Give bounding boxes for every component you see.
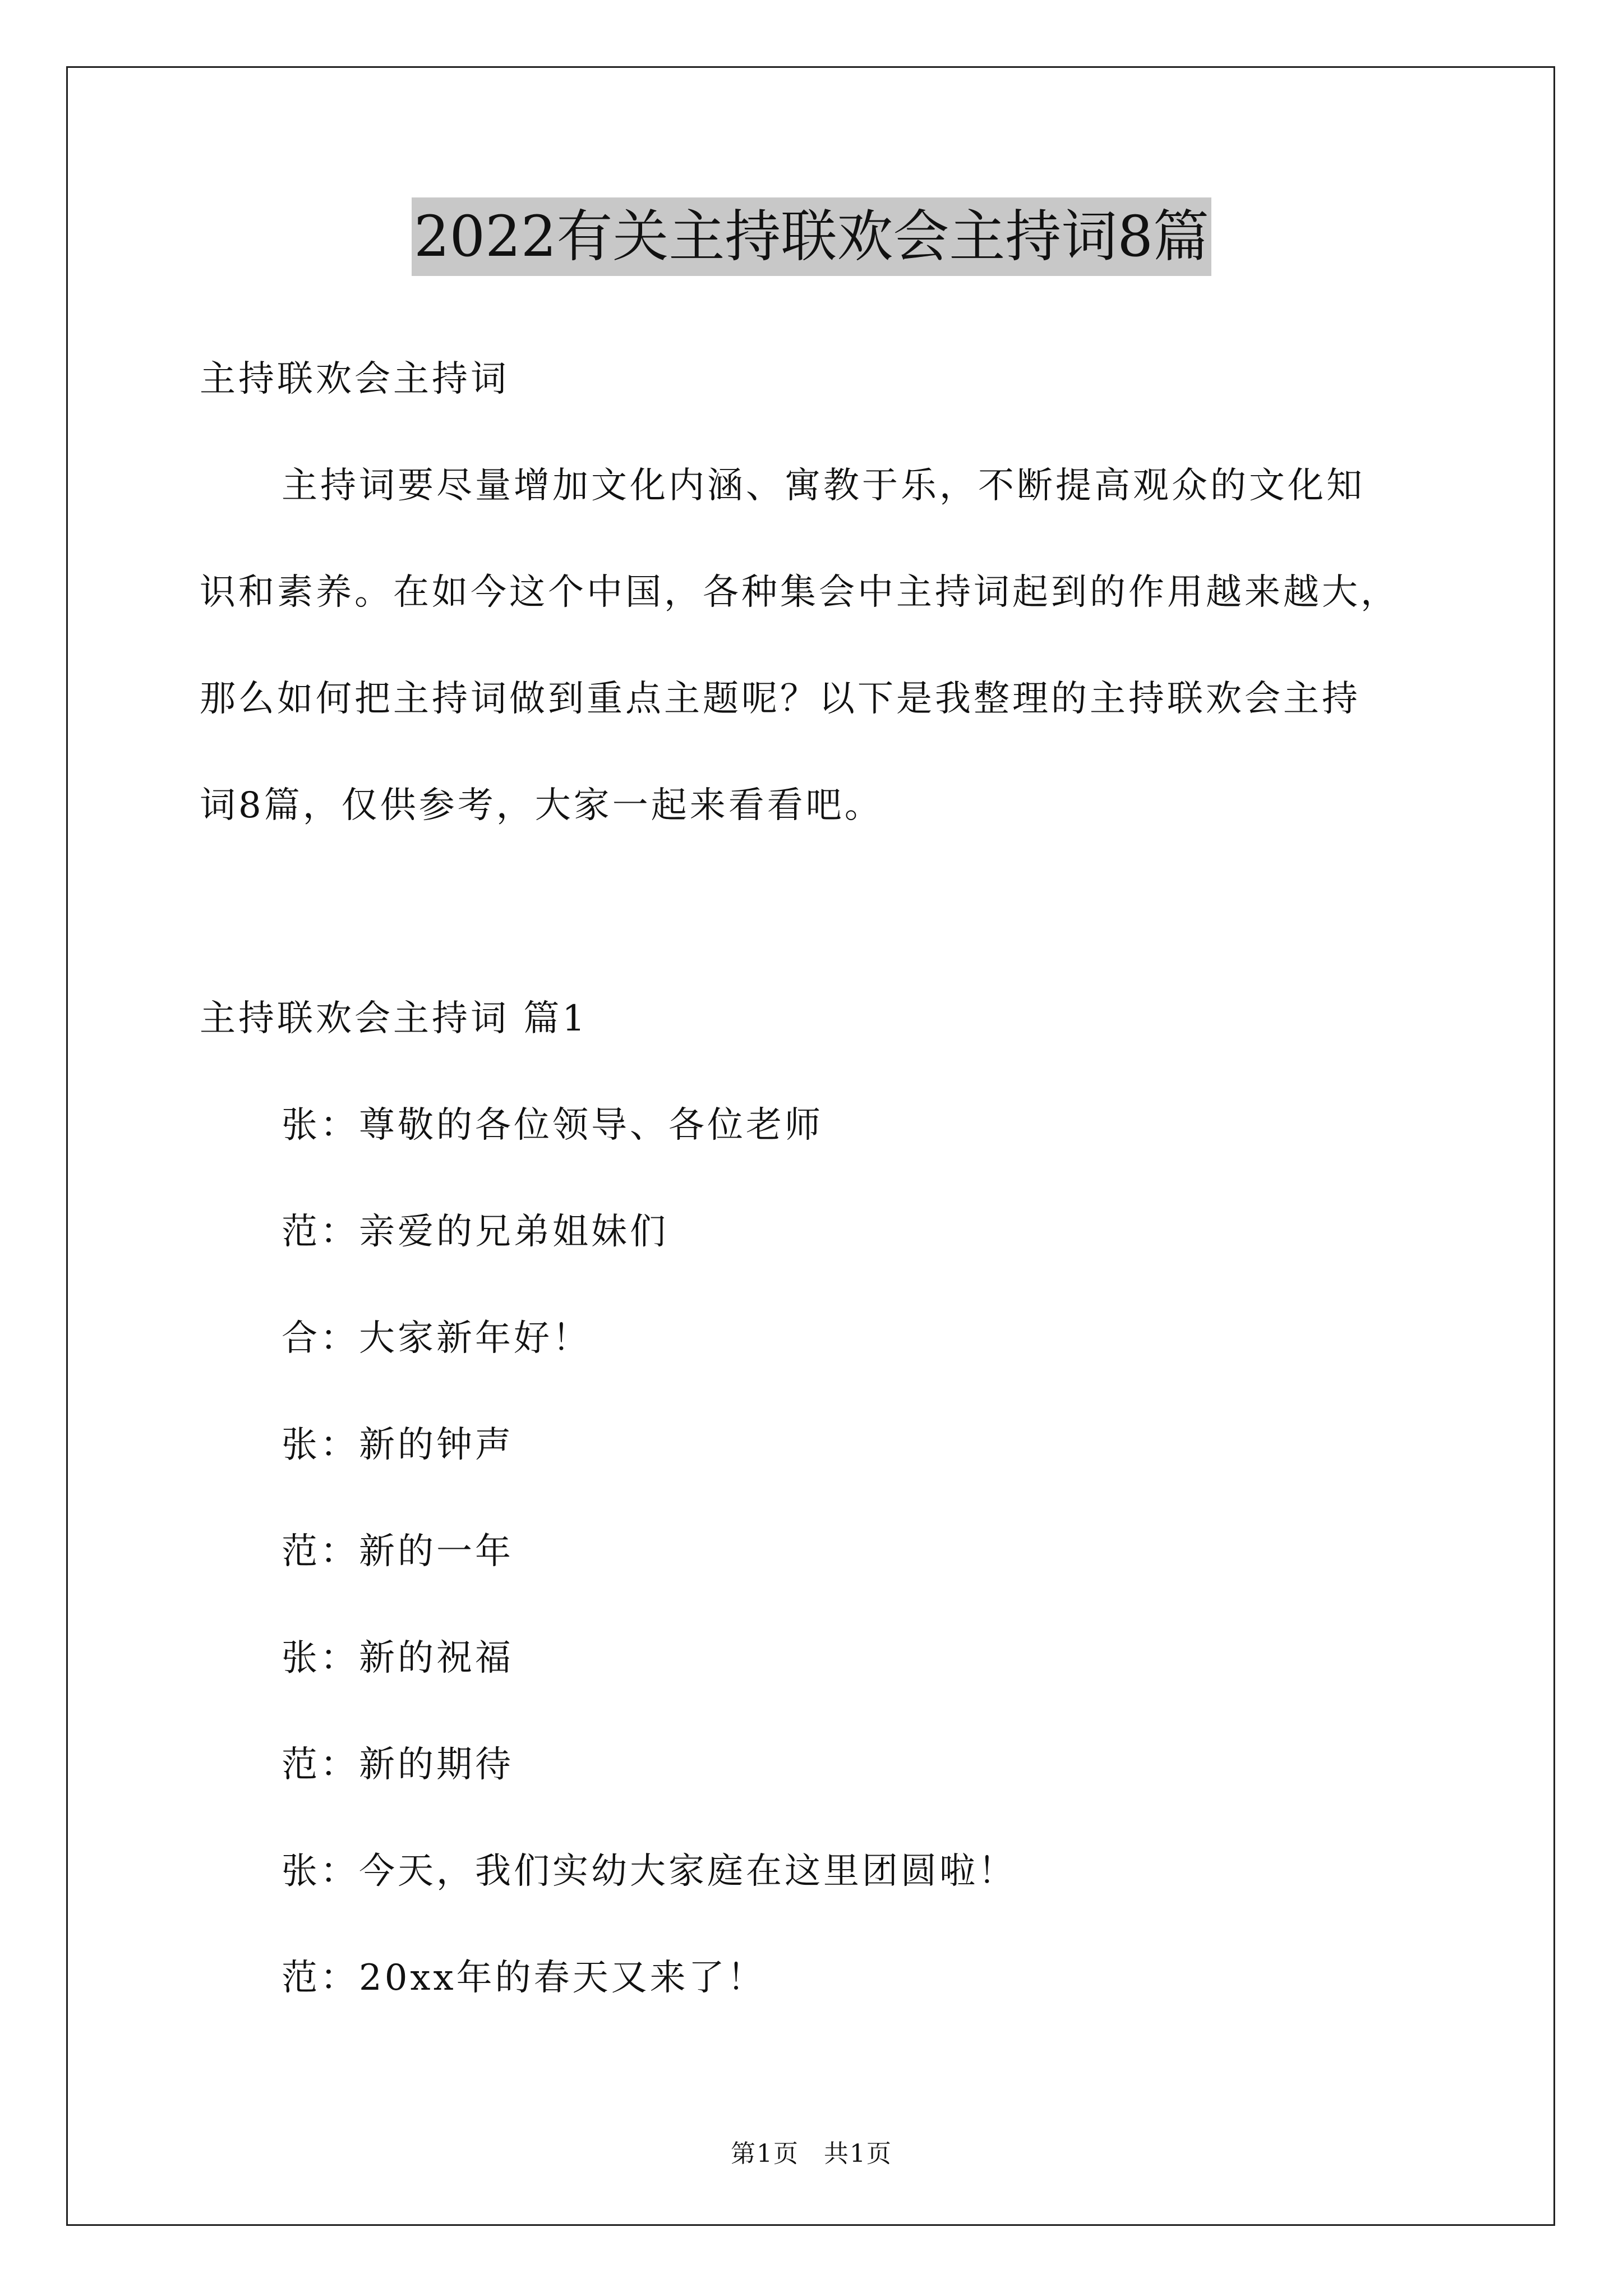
intro-line-3: 那么如何把主持词做到重点主题呢？以下是我整理的主持联欢会主持 xyxy=(200,678,1361,720)
dialogue-line: 张：新的祝福 xyxy=(282,1637,514,1679)
document-title xyxy=(0,197,1623,276)
dialogue-line: 张：尊敬的各位领导、各位老师 xyxy=(282,1105,823,1146)
dialogue-line: 张：新的钟声 xyxy=(282,1424,514,1466)
dialogue-line: 合：大家新年好！ xyxy=(282,1318,591,1359)
intro-line-4: 词8篇，仅供参考，大家一起来看看吧。 xyxy=(200,785,883,826)
intro-heading: 主持联欢会主持词 xyxy=(200,358,509,400)
dialogue-line: 范：亲爱的兄弟姐妹们 xyxy=(282,1211,668,1253)
section-heading: 主持联欢会主持词 篇1 xyxy=(200,998,588,1039)
intro-line-1: 主持词要尽量增加文化内涵、寓教于乐，不断提高观众的文化知 xyxy=(282,465,1365,507)
intro-line-2: 识和素养。在如今这个中国，各种集会中主持词起到的作用越来越大， xyxy=(200,572,1399,613)
dialogue-line: 范：20xx年的春天又来了！ xyxy=(282,1957,766,1999)
page-footer xyxy=(0,2137,1623,2171)
page-number: 第1页 xyxy=(731,2139,799,2168)
document-title-text: 2022有关主持联欢会主持词8篇 xyxy=(412,197,1211,276)
page-total: 共1页 xyxy=(824,2139,892,2168)
dialogue-line: 范：新的期待 xyxy=(282,1744,514,1786)
dialogue-line: 张：今天，我们实幼大家庭在这里团圆啦！ xyxy=(282,1851,1017,1892)
dialogue-line: 范：新的一年 xyxy=(282,1531,514,1572)
